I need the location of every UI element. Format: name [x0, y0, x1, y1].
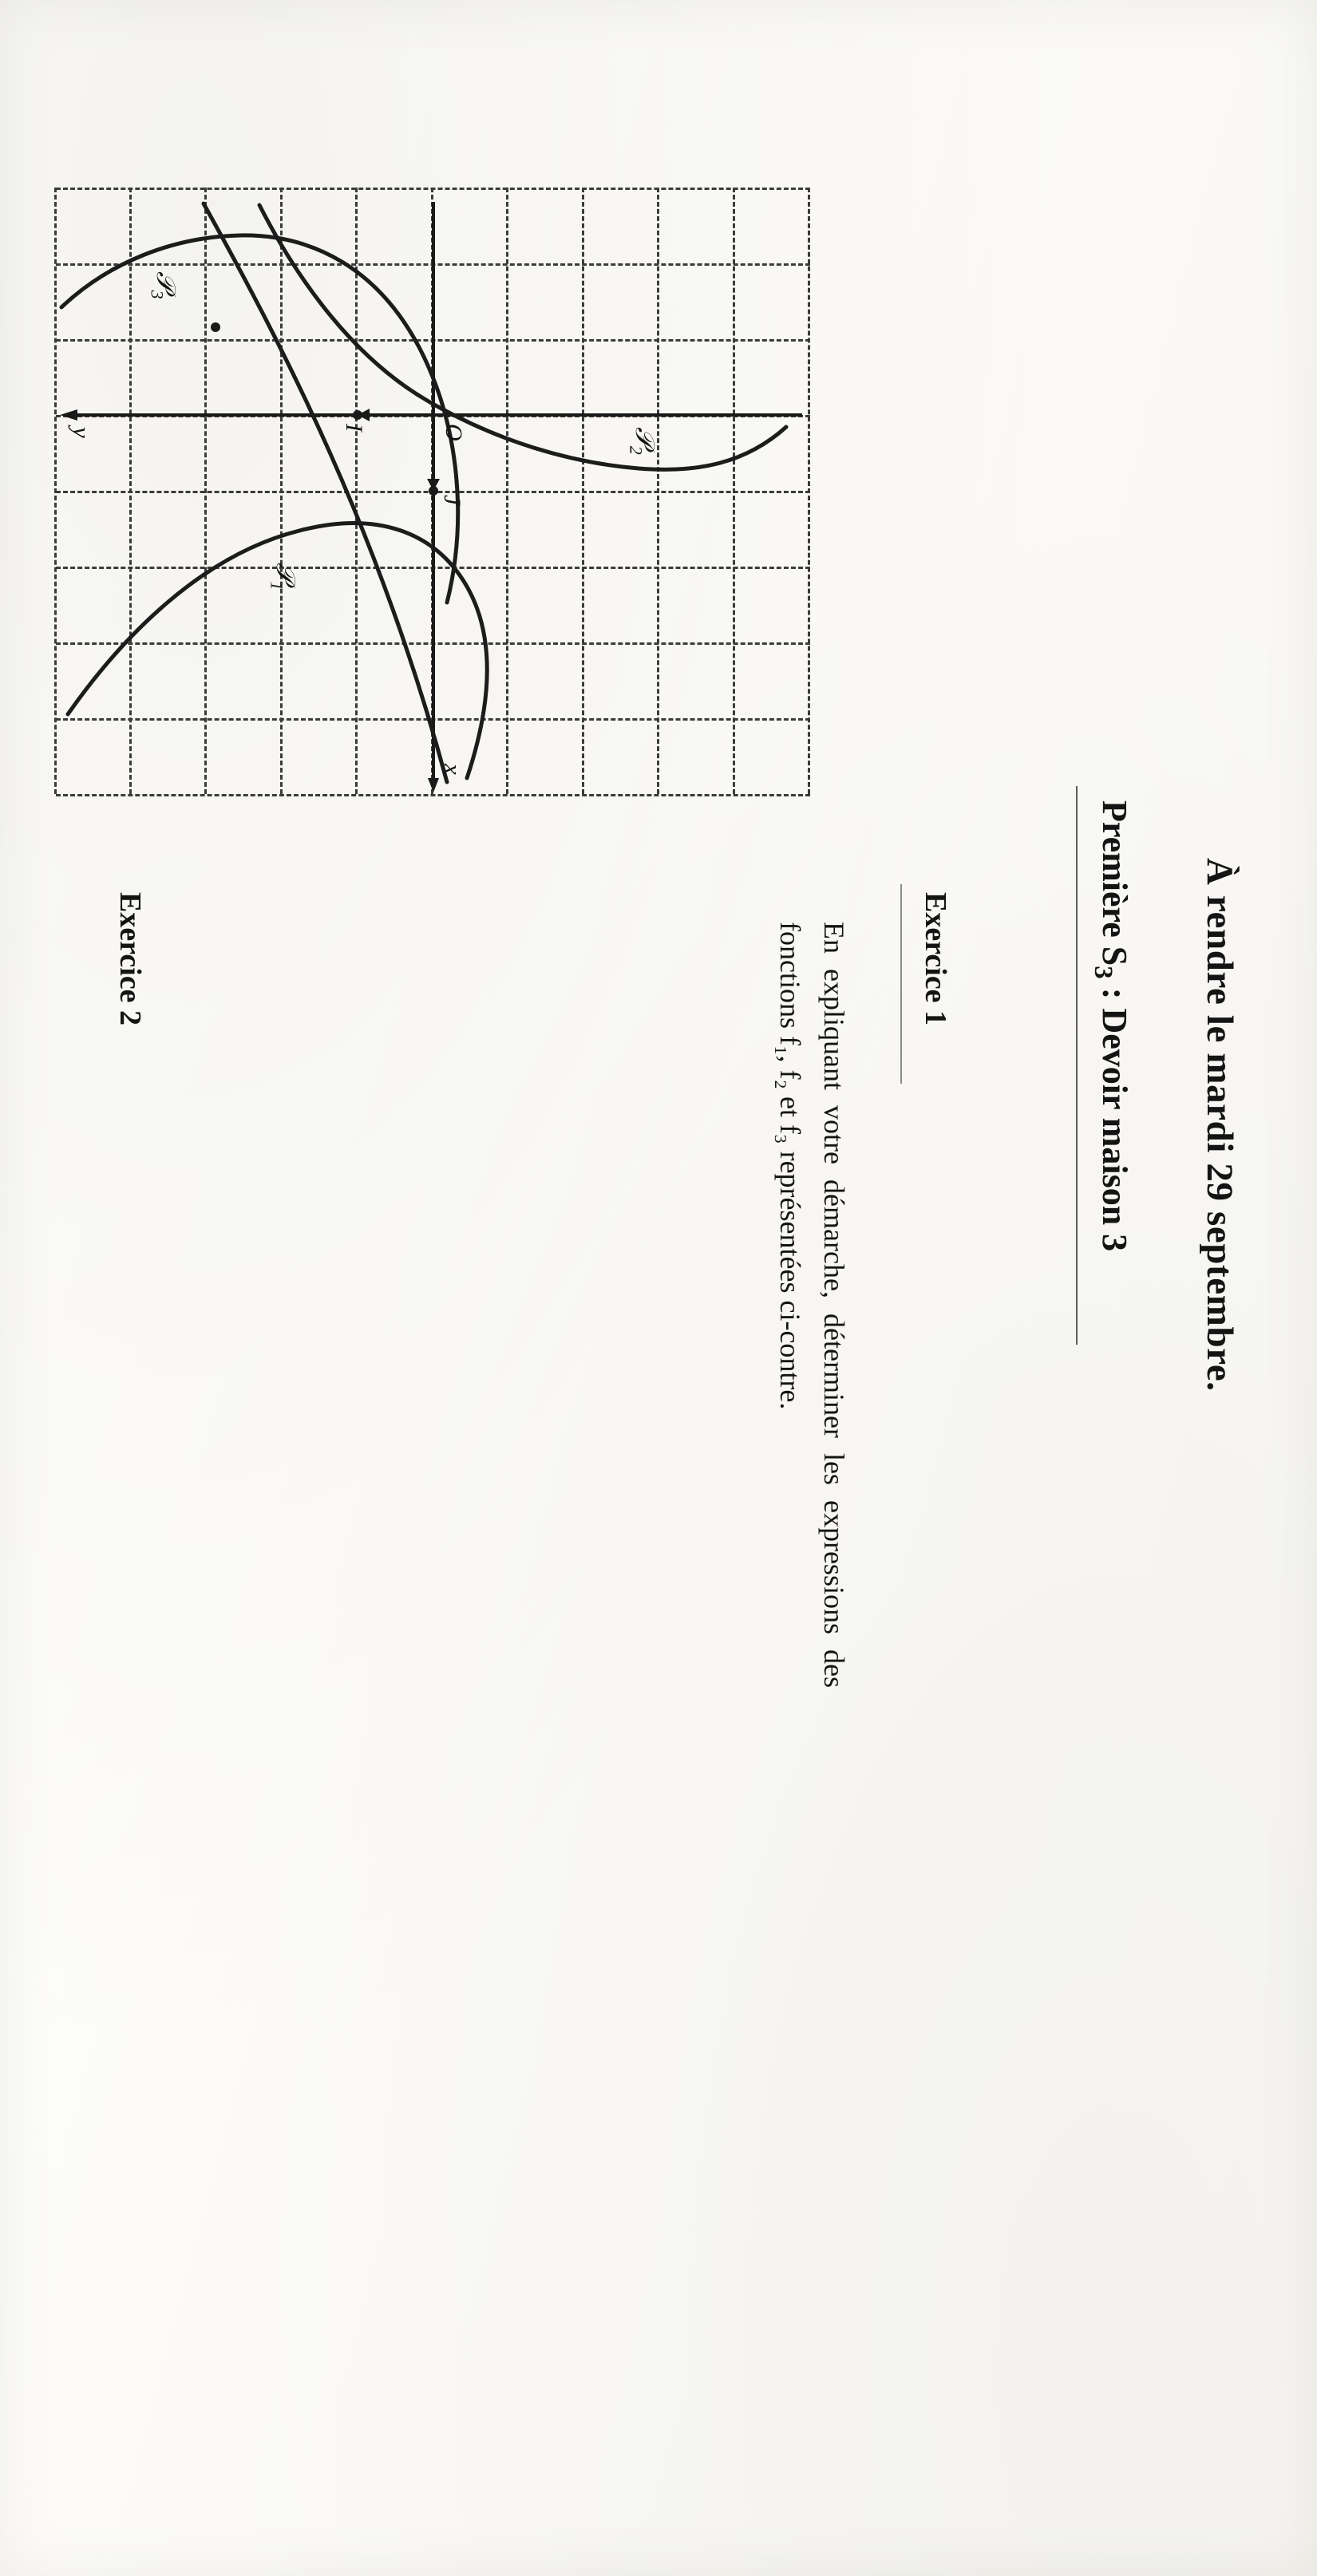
curve-label-p1: 𝒫$_1$: [267, 563, 299, 591]
axis-y-label: y: [68, 427, 96, 438]
curve-label-p2: 𝒫$_2$: [626, 427, 658, 455]
page-title: [1088, 800, 1135, 1251]
title-divider: [1076, 786, 1078, 1345]
exercise2-heading: Exercice 2: [113, 892, 147, 1026]
exercise1-text: En expliquant votre démarche, déterminer les expressions des fonctions f₁, f₂ et f₃ représentées ci-contre.: [774, 922, 850, 1688]
exercise1-underline: [900, 884, 902, 1084]
figure-graph: [56, 188, 810, 794]
origin-label: O: [441, 424, 467, 441]
axis-x-label: x: [439, 764, 467, 775]
point-i-label: I: [341, 424, 367, 432]
point-j-label: J: [439, 495, 465, 506]
exercise1-heading: Exercice 1: [919, 892, 952, 1026]
page-title-text: Première S: [1095, 800, 1134, 966]
page-title-subscript: 3: [1089, 966, 1118, 979]
page-header-line: À rendre le mardi 29 septembre.: [1199, 858, 1240, 1392]
page-title-rest: : Devoir maison 3: [1095, 978, 1134, 1252]
curve-label-p3: 𝒫$_3$: [147, 271, 180, 299]
